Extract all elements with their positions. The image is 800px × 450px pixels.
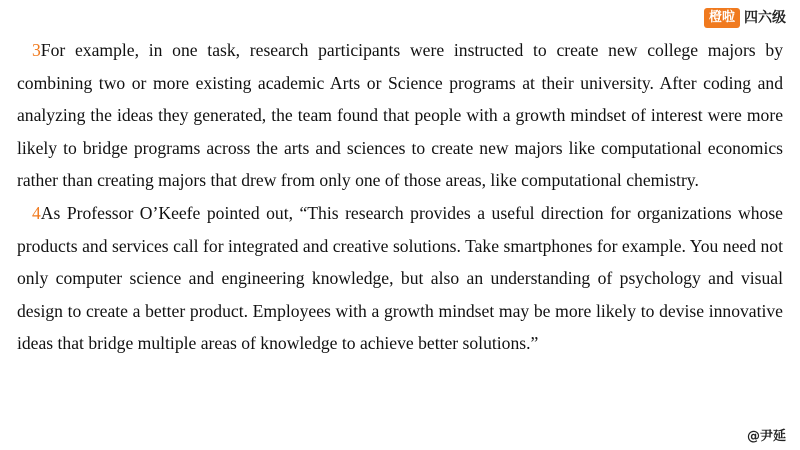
brand-badge <box>704 8 786 28</box>
article-body <box>17 34 783 360</box>
paragraph-4 <box>17 197 783 360</box>
paragraph-number: 3 <box>32 40 41 60</box>
brand-label: 四六级 <box>744 10 786 26</box>
paragraph-text: As Professor O’Keefe pointed out, “This research provides a useful direction for organizations whose products and services call for integrated and creative solutions. Take smartphones for example. You need not only computer science and engineering knowledge, but also an understanding of psychology and visual design to create a better product. Employees with a growth mindset may be more likely to devise innovative ideas that bridge multiple areas of knowledge to achieve better solutions.” <box>17 202 783 354</box>
paragraph-text: For example, in one task, research participants were instructed to create new college majors by combining two or more existing academic Arts or Science programs at their university. After coding and analyzing the ideas they generated, the team found that people with a growth mindset of interest were more likely to bridge programs across the arts and sciences to create new majors like computational economics rather than creating majors that drew from only one of those areas, like computational chemistry. <box>17 40 783 191</box>
paragraph-number: 4 <box>32 202 41 223</box>
paragraph-3 <box>17 34 783 197</box>
author-watermark: @尹延 <box>746 429 786 444</box>
brand-logo: 橙啦 <box>704 8 740 28</box>
